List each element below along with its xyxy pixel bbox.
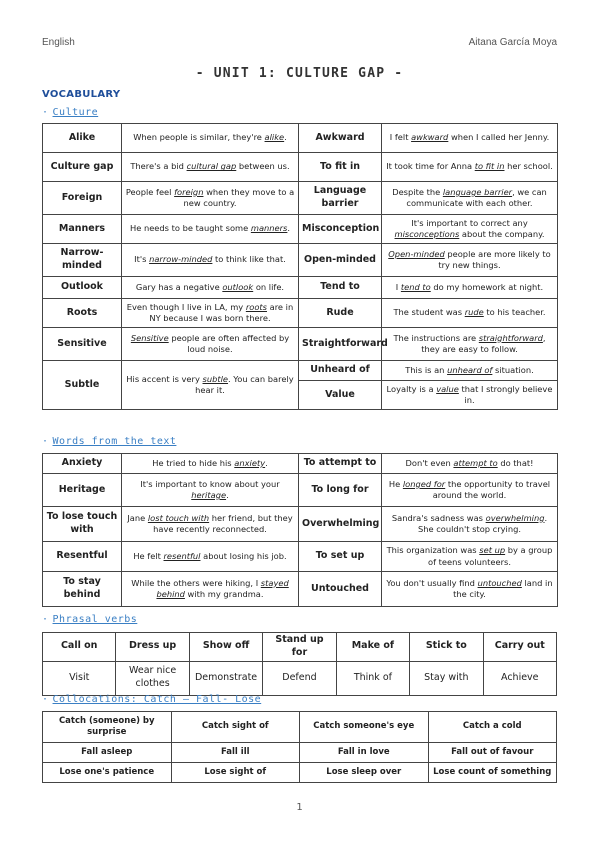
phrasal-meaning: Stay with <box>410 661 483 695</box>
sentence-text: Sandra's sadness was <box>391 512 486 523</box>
collocation: Lose sleep over <box>300 763 429 783</box>
example-sentence <box>122 507 299 542</box>
example-sentence <box>382 153 558 182</box>
table-row <box>43 507 558 542</box>
phrasal-table <box>42 632 557 696</box>
sentence-text: While the others were hiking, I <box>131 577 261 588</box>
underlined-term: resentful <box>163 550 201 561</box>
vocab-word: To attempt to <box>299 454 382 474</box>
bullet: · <box>42 614 49 625</box>
vocab-word: Subtle <box>43 361 122 410</box>
sentence-text: situation. <box>492 364 534 375</box>
sentence-text: when they move to a new country. <box>183 186 295 208</box>
table-row <box>43 153 558 182</box>
underlined-term: overwhelming <box>485 512 545 523</box>
example-sentence <box>382 328 558 361</box>
example-sentence <box>382 542 558 572</box>
example-sentence <box>382 277 558 299</box>
sentence-text: people are more likely to try new things. <box>438 248 551 270</box>
sentence-text: the opportunity to travel around the world. <box>432 478 551 500</box>
underlined-term: anxiety <box>234 457 266 468</box>
bullet: · <box>42 694 49 705</box>
example-sentence <box>122 542 299 572</box>
vocab-word: Outlook <box>43 277 122 299</box>
vocab-word: To stay behind <box>43 572 122 607</box>
collocation: Fall ill <box>171 743 300 763</box>
table-row <box>43 542 558 572</box>
section-label: Phrasal verbs <box>52 614 138 625</box>
phrasal-verb: Stand up for <box>263 633 336 662</box>
sentence-text: are in NY because I was born there. <box>149 301 294 323</box>
sentence-text: It's important to correct any <box>411 217 528 228</box>
underlined-term: set up <box>479 545 506 556</box>
sentence-text: It's important to know about your <box>140 478 280 489</box>
vocab-word: Foreign <box>43 182 122 215</box>
underlined-term: foreign <box>174 186 204 197</box>
underlined-term: Sensitive <box>130 332 169 343</box>
phrasal-verb: Dress up <box>116 633 189 662</box>
section-label: Collocations: Catch – Fall- Lose <box>52 694 262 705</box>
vocab-word: Straightforward <box>299 328 382 361</box>
collocation: Catch a cold <box>428 712 557 743</box>
collocation: Fall asleep <box>43 743 172 763</box>
phrasal-meaning: Visit <box>43 661 116 695</box>
vocab-word: Heritage <box>43 474 122 507</box>
example-sentence <box>382 182 558 215</box>
sentence-text: The instructions are <box>393 332 479 343</box>
vocabulary-heading: VOCABULARY <box>42 89 121 100</box>
phrasal-meaning: Demonstrate <box>189 661 262 695</box>
underlined-term: misconceptions <box>394 229 460 239</box>
section-collocations <box>42 694 261 705</box>
underlined-term: outlook <box>222 281 254 292</box>
phrasal-verb: Make of <box>336 633 409 662</box>
vocab-word: Language barrier <box>299 182 382 215</box>
example-sentence <box>122 572 299 607</box>
example-sentence <box>382 507 558 542</box>
section-phrasal <box>42 614 137 625</box>
table-row <box>43 361 558 381</box>
phrasal-meaning: Defend <box>263 661 336 695</box>
vocab-word: Open-minded <box>299 244 382 277</box>
table-row <box>43 215 558 244</box>
sentence-text: People feel <box>125 186 175 197</box>
sentence-text: . You can barely hear it. <box>195 373 294 395</box>
collocation: Catch someone's eye <box>300 712 429 743</box>
section-label: Words from the text <box>52 436 177 447</box>
sentence-text: He felt <box>133 550 164 561</box>
example-sentence <box>382 454 558 474</box>
sentence-text: This organization was <box>386 545 480 556</box>
phrasal-verb: Stick to <box>410 633 483 662</box>
vocab-word: To lose touch with <box>43 507 122 542</box>
table-row <box>43 572 558 607</box>
sentence-text: her friend, but they have recently reconnected. <box>153 512 293 534</box>
example-sentence <box>122 215 299 244</box>
example-sentence <box>122 153 299 182</box>
culture-table <box>42 123 558 410</box>
underlined-term: heritage <box>191 490 227 500</box>
vocab-word: Anxiety <box>43 454 122 474</box>
phrasal-verb: Carry out <box>483 633 556 662</box>
sentence-text: Gary has a negative <box>135 281 223 292</box>
sentence-text: Loyalty is a <box>386 383 437 394</box>
sentence-text: about the company. <box>459 229 545 239</box>
table-row <box>43 712 557 743</box>
table-row <box>43 633 557 662</box>
page-title: - UNIT 1: CULTURE GAP - <box>195 66 404 81</box>
sentence-text: When people is similar, they're <box>133 132 265 143</box>
underlined-term: manners <box>250 223 288 234</box>
sentence-text: , we can communicate with each other. <box>406 186 547 208</box>
sentence-text: You don't usually find <box>386 577 478 588</box>
collocations-table <box>42 711 557 783</box>
underlined-term: straightforward <box>478 332 543 343</box>
section-culture <box>42 107 98 118</box>
underlined-term: stayed behind <box>156 577 289 599</box>
underlined-term: to fit in <box>474 161 505 172</box>
vocab-word: To set up <box>299 542 382 572</box>
sentence-text: The student was <box>393 307 465 318</box>
underlined-term: tend to <box>400 281 431 292</box>
sentence-text: This is an <box>405 364 448 375</box>
collocation: Catch sight of <box>171 712 300 743</box>
example-sentence <box>382 244 558 277</box>
example-sentence <box>122 474 299 507</box>
phrasal-verb: Show off <box>189 633 262 662</box>
sentence-text: by a group of teens volunteers. <box>428 545 553 567</box>
collocation: Catch (someone) by surprise <box>43 712 172 743</box>
sentence-text: Don't even <box>405 457 454 468</box>
vocab-word: Misconception <box>299 215 382 244</box>
vocab-word: Rude <box>299 299 382 328</box>
sentence-text: her school. <box>504 161 553 172</box>
vocab-word: Culture gap <box>43 153 122 182</box>
sentence-text: Despite the <box>392 186 443 197</box>
example-sentence <box>382 299 558 328</box>
collocation: Lose sight of <box>171 763 300 783</box>
table-row <box>43 182 558 215</box>
sentence-text: I felt <box>389 132 412 143</box>
sentence-text: people are often affected by loud noise. <box>168 332 290 354</box>
sentence-text: when I called her Jenny. <box>448 132 550 143</box>
underlined-term: alike <box>264 132 285 143</box>
table-row <box>43 244 558 277</box>
underlined-term: subtle <box>202 373 229 384</box>
example-sentence <box>382 474 558 507</box>
vocab-word: To long for <box>299 474 382 507</box>
underlined-term: attempt to <box>453 457 498 468</box>
section-words <box>42 436 176 447</box>
table-row <box>43 454 558 474</box>
underlined-term: cultural gap <box>186 161 237 172</box>
collocation: Fall in love <box>300 743 429 763</box>
vocab-word: Value <box>299 381 382 410</box>
underlined-term: lost touch with <box>147 512 210 523</box>
header-author: Aitana García Moya <box>468 37 557 48</box>
underlined-term: value <box>436 383 459 394</box>
table-row <box>43 299 558 328</box>
example-sentence <box>122 277 299 299</box>
sentence-text: do that! <box>497 457 534 468</box>
sentence-text: It took time for Anna <box>386 161 475 172</box>
sentence-text: do my homework at night. <box>430 281 544 292</box>
sentence-text: Even though I live in LA, my <box>126 301 246 312</box>
collocation: Lose count of something <box>428 763 557 783</box>
section-label: Culture <box>52 107 99 118</box>
sentence-text: . She couldn't stop crying. <box>417 512 548 534</box>
words-table <box>42 453 558 607</box>
underlined-term: longed for <box>402 478 446 489</box>
sentence-text: Jane <box>127 512 148 523</box>
example-sentence <box>122 299 299 328</box>
vocab-word: Alike <box>43 124 122 153</box>
table-row <box>43 743 557 763</box>
sentence-text: . <box>226 490 229 500</box>
example-sentence <box>122 361 299 410</box>
sentence-text: He tried to hide his <box>152 457 235 468</box>
vocab-word: Awkward <box>299 124 382 153</box>
underlined-term: narrow-minded <box>149 254 213 265</box>
underlined-term: rude <box>464 307 484 318</box>
underlined-term: unheard of <box>447 364 493 375</box>
vocab-word: Tend to <box>299 277 382 299</box>
sentence-text: I <box>395 281 401 292</box>
collocation: Lose one's patience <box>43 763 172 783</box>
table-row <box>43 763 557 783</box>
table-row <box>43 124 558 153</box>
sentence-text: land in the city. <box>453 577 553 599</box>
example-sentence <box>122 182 299 215</box>
bullet: · <box>42 107 49 118</box>
phrasal-meaning: Achieve <box>483 661 556 695</box>
sentence-text: with my grandma. <box>184 589 264 599</box>
sentence-text: , they are easy to follow. <box>421 332 546 354</box>
sentence-text: He needs to be taught some <box>129 223 251 234</box>
example-sentence <box>122 328 299 361</box>
underlined-term: Open-minded <box>388 248 445 259</box>
example-sentence <box>382 124 558 153</box>
sentence-text: about losing his job. <box>200 550 287 561</box>
sentence-text: to his teacher. <box>483 307 546 318</box>
example-sentence <box>382 215 558 244</box>
table-row <box>43 277 558 299</box>
vocab-word: Overwhelming <box>299 507 382 542</box>
sentence-text: . <box>284 132 287 143</box>
phrasal-meaning: Think of <box>336 661 409 695</box>
sentence-text: . <box>287 223 291 234</box>
underlined-term: language barrier <box>442 186 513 197</box>
example-sentence <box>382 381 558 410</box>
example-sentence <box>382 572 558 607</box>
sentence-text: that I strongly believe in. <box>458 383 553 405</box>
vocab-word: Unheard of <box>299 361 382 381</box>
sentence-text: His accent is very <box>126 373 203 384</box>
example-sentence <box>122 124 299 153</box>
sentence-text: It's <box>134 254 150 265</box>
table-row <box>43 661 557 695</box>
sentence-text: on life. <box>253 281 285 292</box>
vocab-word: Roots <box>43 299 122 328</box>
vocab-word: Untouched <box>299 572 382 607</box>
phrasal-verb: Call on <box>43 633 116 662</box>
vocab-word: Sensitive <box>43 328 122 361</box>
example-sentence <box>382 361 558 381</box>
bullet: · <box>42 436 49 447</box>
example-sentence <box>122 454 299 474</box>
sentence-text: There's a bid <box>130 161 187 172</box>
sentence-text: between us. <box>236 161 290 172</box>
table-row <box>43 474 558 507</box>
underlined-term: untouched <box>477 577 522 588</box>
underlined-term: roots <box>245 301 267 312</box>
table-row <box>43 328 558 361</box>
vocab-word: Resentful <box>43 542 122 572</box>
page-number: 1 <box>296 802 303 813</box>
header-subject: English <box>42 37 75 48</box>
phrasal-meaning: Wear nice clothes <box>116 661 189 695</box>
collocation: Fall out of favour <box>428 743 557 763</box>
vocab-word: Manners <box>43 215 122 244</box>
vocab-word: To fit in <box>299 153 382 182</box>
sentence-text: . <box>265 457 268 468</box>
example-sentence <box>122 244 299 277</box>
vocab-word: Narrow-minded <box>43 244 122 277</box>
sentence-text: to think like that. <box>212 254 286 265</box>
sentence-text: He <box>388 478 403 489</box>
underlined-term: awkward <box>411 132 449 143</box>
